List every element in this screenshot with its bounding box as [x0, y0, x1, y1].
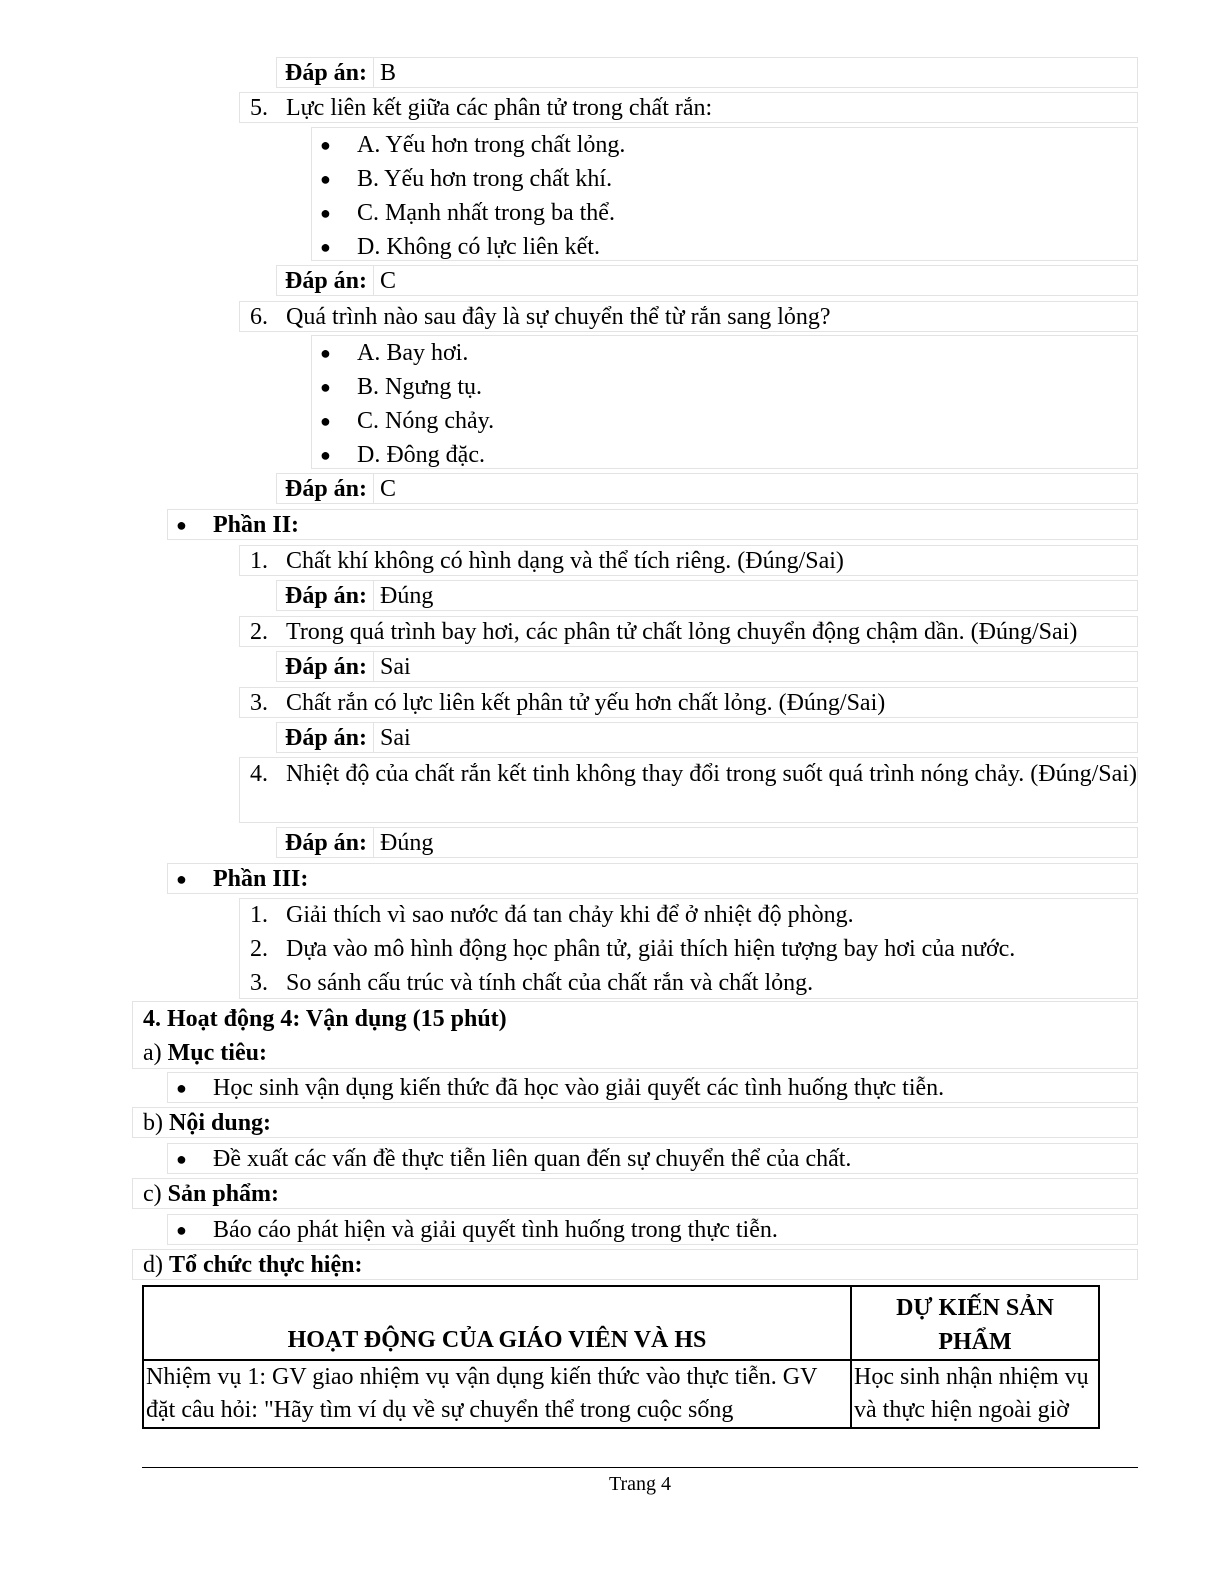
item-text: So sánh cấu trúc và tính chất của chất rắn và chất lỏng.: [286, 970, 814, 996]
activity-title: 4. Hoạt động 4: Vận dụng (15 phút): [143, 1006, 507, 1032]
table-row: [143, 1360, 1099, 1428]
item-text: Trong quá trình bay hơi, các phân tử chất lỏng chuyển động chậm dần. (Đúng/Sai): [286, 619, 1078, 645]
bullet-text: Học sinh vận dụng kiến thức đã học vào giải quyết các tình huống thực tiễn.: [213, 1075, 945, 1101]
answer-row: [276, 473, 1138, 504]
bullet-icon: ●: [320, 343, 331, 363]
item-number: 2.: [250, 936, 268, 962]
item-text: Chất rắn có lực liên kết phân tử yếu hơn chất lỏng. (Đúng/Sai): [286, 690, 886, 716]
organization-heading: [132, 1249, 1138, 1280]
part-title: Phần II:: [213, 512, 300, 538]
option-d: [312, 230, 1137, 264]
question-5: [239, 92, 1138, 123]
option-b: [312, 370, 1137, 404]
table-cell: Nhiệm vụ 1: GV giao nhiệm vụ vận dụng kiến thức vào thực tiễn. GV đặt câu hỏi: "Hãy tìm ví dụ về sự chuyển thể trong cuộc sống: [143, 1360, 851, 1428]
bullet-icon: ●: [320, 203, 331, 223]
section-label: Mục tiêu:: [167, 1040, 267, 1066]
section-prefix: d): [143, 1252, 163, 1278]
answer-value: Sai: [380, 654, 411, 680]
part-2-item-1: [239, 545, 1138, 576]
answer-value: Đúng: [380, 830, 434, 856]
option-text: A. Yếu hơn trong chất lỏng.: [357, 132, 626, 158]
bullet-icon: ●: [320, 411, 331, 431]
question-text: Quá trình nào sau đây là sự chuyển thể từ rắn sang lỏng?: [286, 304, 831, 330]
answer-row: [276, 722, 1138, 753]
part-title: Phần III:: [213, 866, 309, 892]
part-2-item-2: [239, 616, 1138, 647]
bullet-text: Báo cáo phát hiện và giải quyết tình huống trong thực tiễn.: [213, 1217, 778, 1243]
option-a: [312, 336, 1137, 370]
part-2-item-4: [239, 757, 1138, 823]
option-text: D. Đông đặc.: [357, 442, 485, 468]
part-3-item-2: [240, 933, 1137, 967]
option-c: [312, 404, 1137, 438]
question-text: Lực liên kết giữa các phân tử trong chất rắn:: [286, 95, 713, 121]
objective-item: [167, 1072, 1138, 1103]
bullet-icon: ●: [320, 377, 331, 397]
question-number: 6.: [250, 304, 268, 330]
answer-value: C: [380, 268, 397, 294]
part-3-item-3: [240, 967, 1137, 1001]
item-number: 1.: [250, 548, 268, 574]
section-label: Nội dung:: [169, 1110, 272, 1136]
bullet-icon: ●: [176, 869, 187, 889]
answer-label: Đáp án:: [277, 723, 374, 752]
bullet-text: Đề xuất các vấn đề thực tiễn liên quan đến sự chuyển thể của chất.: [213, 1146, 852, 1172]
item-number: 3.: [250, 970, 268, 996]
table-header-row: [143, 1286, 1099, 1360]
item-number: 1.: [250, 902, 268, 928]
objective-heading: [133, 1036, 1137, 1070]
bullet-icon: ●: [320, 169, 331, 189]
answer-label: Đáp án:: [277, 474, 374, 503]
table-cell: Học sinh nhận nhiệm vụ và thực hiện ngoài giờ: [851, 1360, 1099, 1428]
option-text: D. Không có lực liên kết.: [357, 234, 600, 260]
part-2-heading: [167, 509, 1138, 540]
table-header: DỰ KIẾN SẢN PHẨM: [851, 1286, 1099, 1360]
bullet-icon: ●: [320, 445, 331, 465]
answer-label: Đáp án:: [277, 828, 374, 857]
question-6-options: [311, 335, 1138, 469]
item-number: 4.: [250, 761, 268, 787]
answer-row: [276, 651, 1138, 682]
page-number: Trang 4: [608, 1473, 672, 1495]
product-item: [167, 1214, 1138, 1245]
answer-label: Đáp án:: [277, 581, 374, 610]
section-prefix: b): [143, 1110, 163, 1136]
item-text: Giải thích vì sao nước đá tan chảy khi để ở nhiệt độ phòng.: [286, 902, 854, 928]
bullet-icon: ●: [320, 237, 331, 257]
answer-value: B: [380, 60, 397, 86]
part-3-list: [239, 898, 1138, 999]
item-text: Chất khí không có hình dạng và thể tích riêng. (Đúng/Sai): [286, 548, 844, 574]
option-text: B. Ngưng tụ.: [357, 374, 483, 400]
question-5-options: [311, 127, 1138, 261]
option-text: C. Nóng chảy.: [357, 408, 495, 434]
activity-4-header: [132, 1001, 1138, 1069]
content-heading: [132, 1107, 1138, 1138]
section-label: Tổ chức thực hiện:: [169, 1252, 363, 1278]
section-prefix: a): [143, 1040, 162, 1066]
option-b: [312, 162, 1137, 196]
bullet-icon: ●: [176, 1078, 187, 1098]
answer-value: Đúng: [380, 583, 434, 609]
part-3-heading: [167, 863, 1138, 894]
part-2-item-3: [239, 687, 1138, 718]
option-text: C. Mạnh nhất trong ba thể.: [357, 200, 615, 226]
answer-value: Sai: [380, 725, 411, 751]
answer-row: [276, 57, 1138, 88]
table-header: HOẠT ĐỘNG CỦA GIÁO VIÊN VÀ HS: [143, 1286, 851, 1360]
answer-label: Đáp án:: [277, 652, 374, 681]
footer-divider: [142, 1467, 1138, 1468]
option-text: B. Yếu hơn trong chất khí.: [357, 166, 613, 192]
item-number: 2.: [250, 619, 268, 645]
option-c: [312, 196, 1137, 230]
activity-table: [142, 1285, 1100, 1429]
answer-row: [276, 580, 1138, 611]
section-label: Sản phẩm:: [167, 1181, 280, 1207]
answer-label: Đáp án:: [277, 266, 374, 295]
bullet-icon: ●: [176, 515, 187, 535]
part-3-item-1: [240, 899, 1137, 933]
answer-value: C: [380, 476, 397, 502]
question-6: [239, 301, 1138, 332]
bullet-icon: ●: [176, 1220, 187, 1240]
option-text: A. Bay hơi.: [357, 340, 469, 366]
answer-row: [276, 265, 1138, 296]
item-text: Dựa vào mô hình động học phân tử, giải thích hiện tượng bay hơi của nước.: [286, 936, 1016, 962]
product-heading: [132, 1178, 1138, 1209]
option-a: [312, 128, 1137, 162]
answer-label: Đáp án:: [277, 58, 374, 87]
content-item: [167, 1143, 1138, 1174]
bullet-icon: ●: [320, 135, 331, 155]
bullet-icon: ●: [176, 1149, 187, 1169]
question-number: 5.: [250, 95, 268, 121]
answer-row: [276, 827, 1138, 858]
item-number: 3.: [250, 690, 268, 716]
option-d: [312, 438, 1137, 472]
item-text: Nhiệt độ của chất rắn kết tinh không thay đổi trong suốt quá trình nóng chảy. (Đúng/Sai): [286, 761, 1137, 787]
section-prefix: c): [143, 1181, 162, 1207]
